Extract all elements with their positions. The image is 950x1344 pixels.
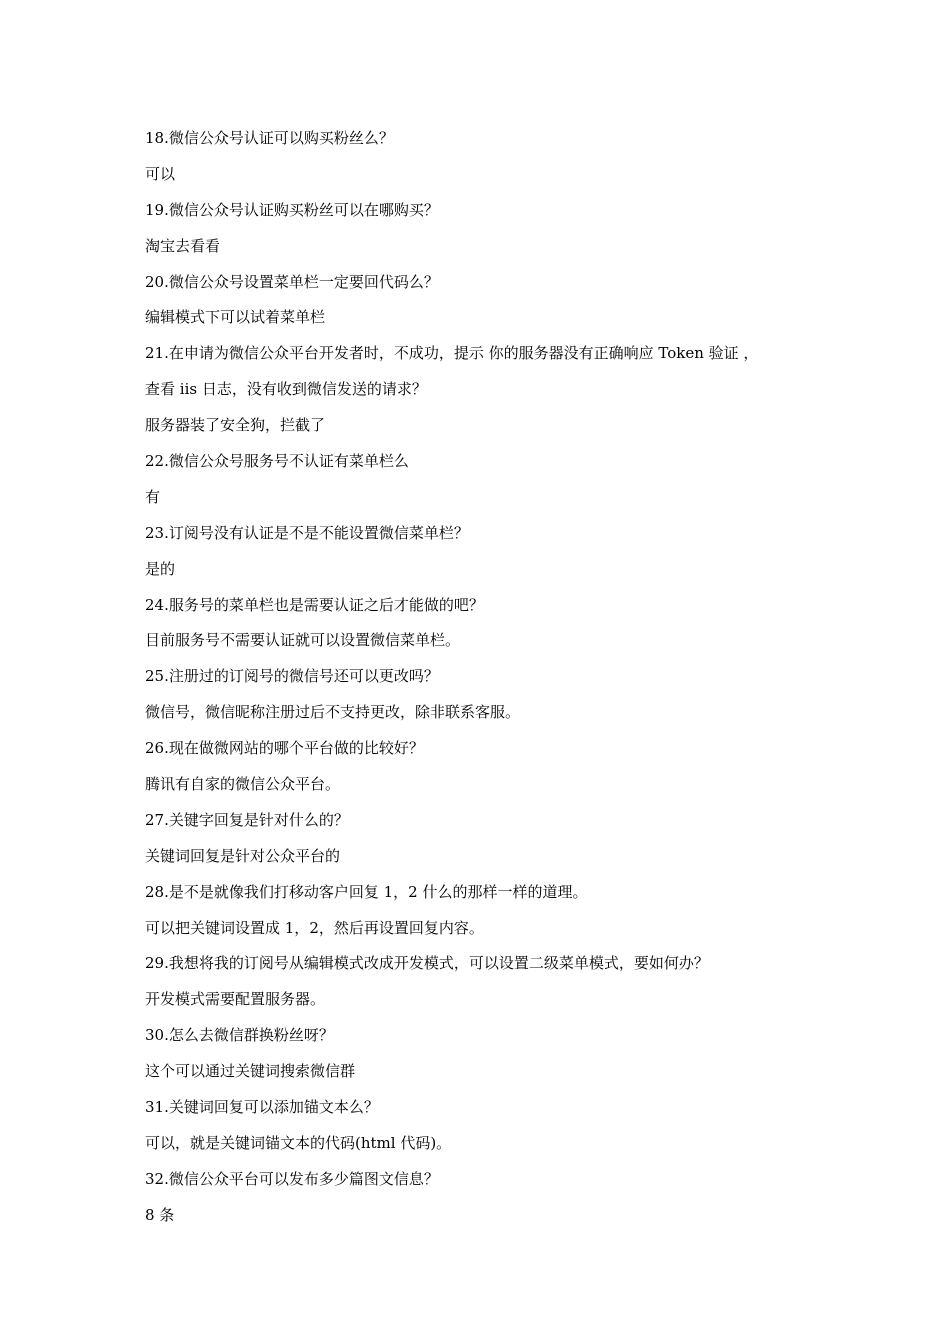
- answer-18: 可以: [145, 164, 176, 183]
- question-21: 21.在申请为微信公众平台开发者时，不成功，提示 你的服务器没有正确响应 Token 验证 ，: [145, 344, 759, 363]
- document-body: [145, 126, 845, 1239]
- question-26: 26.现在做微网站的哪个平台做的比较好？: [145, 739, 424, 758]
- answer-29: 开发模式需要配置服务器。: [145, 990, 326, 1009]
- question-28: 28.是不是就像我们打移动客户回复 1，2 什么的那样一样的道理。: [145, 882, 588, 901]
- question-23: 23.订阅号没有认证是不是不能设置微信菜单栏？: [145, 523, 469, 542]
- answer-32: 8 条: [145, 1205, 175, 1224]
- question-31: 31.关键词回复可以添加锚文本么？: [145, 1098, 379, 1117]
- question-30: 30.怎么去微信群换粉丝呀？: [145, 1026, 334, 1045]
- question-27: 27.关键字回复是针对什么的？: [145, 810, 349, 829]
- answer-27: 关键词回复是针对公众平台的: [145, 846, 341, 865]
- answer-19: 淘宝去看看: [145, 236, 221, 255]
- question-24: 24.服务号的菜单栏也是需要认证之后才能做的吧？: [145, 595, 484, 614]
- question-32: 32.微信公众平台可以发布多少篇图文信息？: [145, 1169, 439, 1188]
- answer-28: 可以把关键词设置成 1，2，然后再设置回复内容。: [145, 918, 484, 937]
- question-29: 29.我想将我的订阅号从编辑模式改成开发模式，可以设置二级菜单模式，要如何办？: [145, 954, 709, 973]
- question-18: 18.微信公众号认证可以购买粉丝么？: [145, 129, 394, 147]
- question-25: 25.注册过的订阅号的微信号还可以更改吗？: [145, 667, 439, 686]
- question-22: 22.微信公众号服务号不认证有菜单栏么: [145, 452, 409, 471]
- answer-25: 微信号，微信昵称注册过后不支持更改，除非联系客服。: [145, 703, 521, 722]
- answer-22: 有: [145, 487, 161, 506]
- answer-21: 服务器装了安全狗，拦截了: [145, 416, 326, 435]
- question-21-continued: 查看 iis 日志，没有收到微信发送的请求？: [145, 380, 427, 399]
- answer-30: 这个可以通过关键词搜索微信群: [145, 1062, 356, 1081]
- answer-26: 腾讯有自家的微信公众平台。: [145, 775, 341, 794]
- answer-23: 是的: [145, 559, 176, 578]
- question-20: 20.微信公众号设置菜单栏一定要回代码么？: [145, 272, 439, 291]
- answer-31: 可以，就是关键词锚文本的代码(html 代码)。: [145, 1133, 452, 1152]
- question-19: 19.微信公众号认证购买粉丝可以在哪购买？: [145, 200, 439, 219]
- answer-24: 目前服务号不需要认证就可以设置微信菜单栏。: [145, 631, 461, 650]
- answer-20: 编辑模式下可以试着菜单栏: [145, 308, 326, 327]
